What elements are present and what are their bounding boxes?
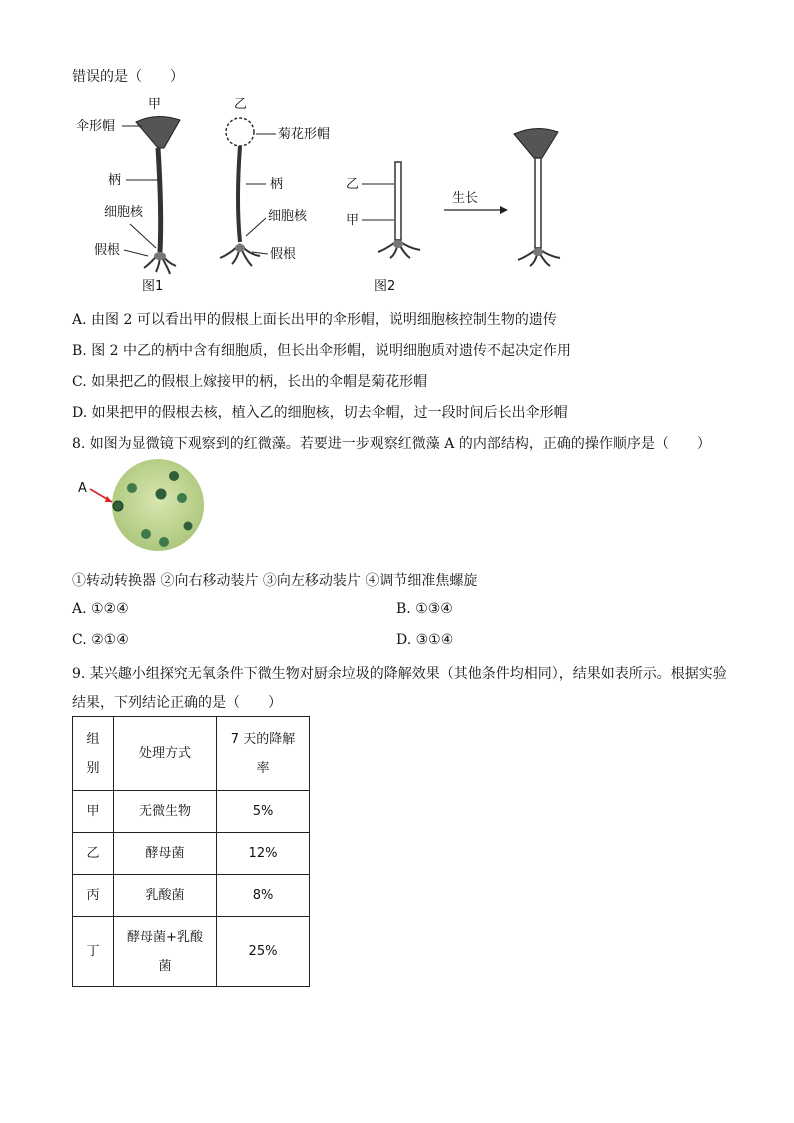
table-row bbox=[73, 791, 310, 833]
label-umbrella-cap: 伞形帽 bbox=[76, 119, 116, 134]
q8-option-c: C. ②①④ bbox=[72, 632, 129, 648]
label-nucleus-1: 细胞核 bbox=[104, 205, 144, 220]
chrysanthemum-cap-alga bbox=[220, 118, 260, 266]
label-rhizoid-2: 假根 bbox=[270, 247, 297, 262]
header-rate: 7 天的降解 率 bbox=[217, 717, 310, 791]
microscope-view bbox=[76, 458, 206, 558]
fig2-label-yi: 乙 bbox=[346, 177, 360, 192]
pointer-label-a: A bbox=[78, 481, 87, 496]
cell-method: 乳酸菌 bbox=[114, 875, 217, 917]
cell-group: 乙 bbox=[73, 833, 114, 875]
header-group: 组 别 bbox=[73, 717, 114, 791]
umbrella-cap-alga bbox=[136, 116, 180, 274]
fig1-label-jia: 甲 bbox=[148, 97, 162, 112]
q8-option-b: B. ①③④ bbox=[396, 601, 453, 617]
label-rhizoid-1: 假根 bbox=[94, 243, 121, 258]
cell-method: 酵母菌 bbox=[114, 833, 217, 875]
fig2-label-jia: 甲 bbox=[346, 213, 360, 228]
q8-steps: ①转动转换器 ②向右移动装片 ③向左移动装片 ④调节细准焦螺旋 bbox=[72, 573, 478, 589]
label-nucleus-2: 细胞核 bbox=[268, 209, 308, 224]
cell-method: 无微生物 bbox=[114, 791, 217, 833]
q7-stem-tail: 错误的是（ ） bbox=[72, 69, 184, 85]
q7-option-d: D. 如果把甲的假根去核，植入乙的细胞核，切去伞帽，过一段时间后长出伞形帽 bbox=[72, 405, 568, 421]
q9-stem-line2: 结果，下列结论正确的是（ ） bbox=[72, 695, 282, 711]
q7-option-b: B. 图 2 中乙的柄中含有细胞质，但长出伞形帽，说明细胞质对遗传不起决定作用 bbox=[72, 343, 571, 359]
label-stalk-2: 柄 bbox=[270, 177, 284, 192]
table-row bbox=[73, 833, 310, 875]
cell-rate: 12% bbox=[217, 833, 310, 875]
table-row bbox=[73, 917, 310, 987]
q8-option-a: A. ①②④ bbox=[72, 601, 129, 617]
fig2-caption: 图2 bbox=[374, 279, 396, 294]
q7-option-c: C. 如果把乙的假根上嫁接甲的柄，长出的伞帽是菊花形帽 bbox=[72, 374, 428, 390]
cell-group: 甲 bbox=[73, 791, 114, 833]
cell-rate: 25% bbox=[217, 917, 310, 987]
cell-group: 丁 bbox=[73, 917, 114, 987]
grown-umbrella-alga bbox=[514, 128, 560, 266]
acetabularia-figure bbox=[70, 92, 590, 302]
q7-option-a: A. 由图 2 可以看出甲的假根上面长出甲的伞形帽，说明细胞核控制生物的遗传 bbox=[72, 312, 557, 328]
table-row bbox=[73, 875, 310, 917]
fig1-caption: 图1 bbox=[142, 279, 164, 294]
label-stalk-1: 柄 bbox=[108, 173, 122, 188]
label-chrysanthemum-cap: 菊花形帽 bbox=[278, 127, 331, 142]
cell-method: 酵母菌+乳酸 菌 bbox=[114, 917, 217, 987]
q8-stem: 8. 如图为显微镜下观察到的红微藻。若要进一步观察红微藻 A 的内部结构，正确的操作顺序是（ ） bbox=[72, 436, 711, 452]
grafted-stalk bbox=[378, 162, 420, 258]
header-method: 处理方式 bbox=[114, 717, 217, 791]
cell-group: 丙 bbox=[73, 875, 114, 917]
cell-rate: 8% bbox=[217, 875, 310, 917]
q8-option-d: D. ③①④ bbox=[396, 632, 454, 648]
fig2-growth-label: 生长 bbox=[452, 191, 479, 206]
table-header-row bbox=[73, 717, 310, 791]
fig1-label-yi: 乙 bbox=[234, 97, 248, 112]
degradation-table bbox=[72, 716, 310, 987]
q9-stem-line1: 9. 某兴趣小组探究无氧条件下微生物对厨余垃圾的降解效果（其他条件均相同），结果如表所示。根据实验 bbox=[72, 666, 727, 682]
cell-rate: 5% bbox=[217, 791, 310, 833]
